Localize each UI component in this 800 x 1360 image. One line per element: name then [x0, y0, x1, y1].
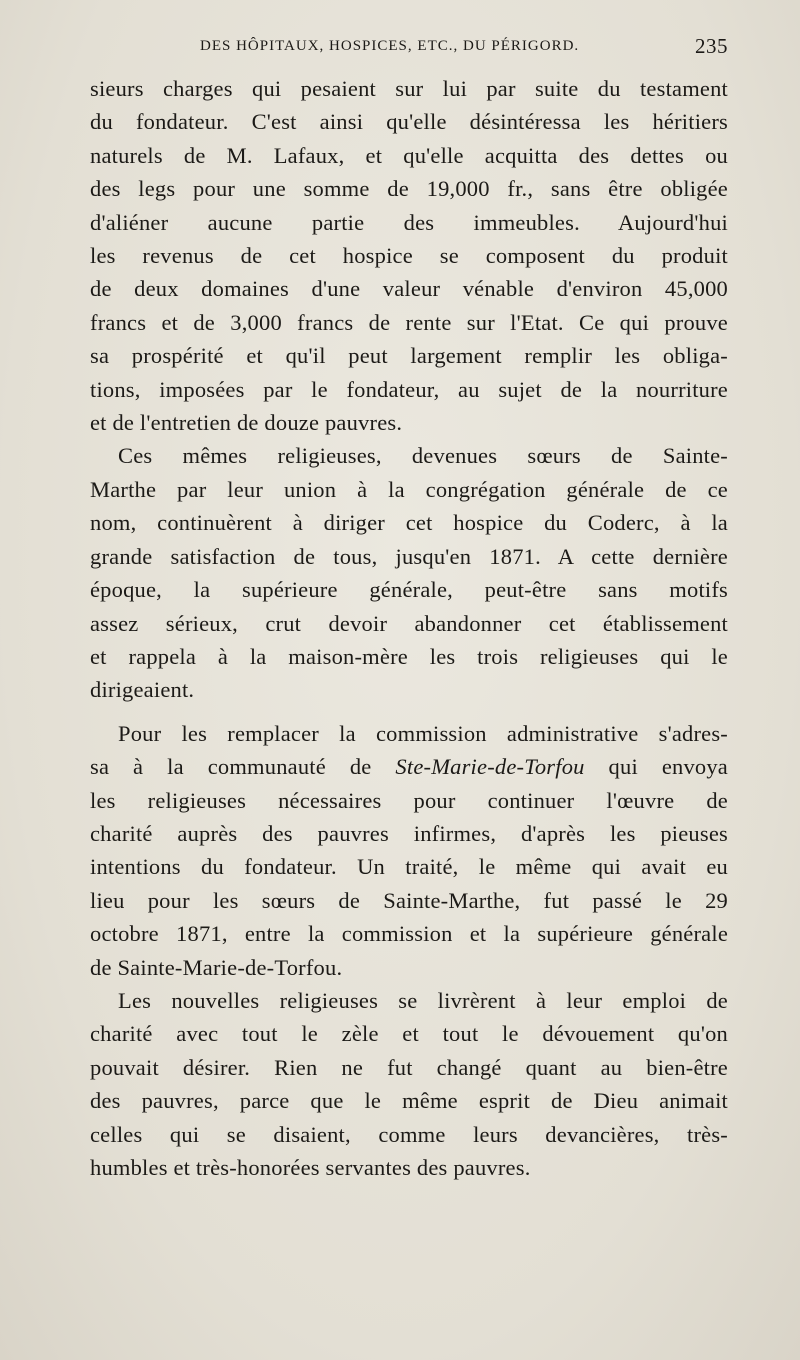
- text-line: charité avec tout le zèle et tout le dévouement qu'on: [90, 1021, 728, 1047]
- running-head: DES HÔPITAUX, HOSPICES, ETC., DU PÉRIGORD.: [200, 38, 580, 54]
- place-name: Ste-Marie-de-Torfou: [395, 754, 585, 780]
- text-line: les religieuses nécessaires pour continuer l'œuvre de: [90, 787, 728, 813]
- text-line: humbles et très-honorées servantes des pauvres.: [90, 1155, 531, 1180]
- text-line: les revenus de cet hospice se composent du produit: [90, 243, 728, 269]
- text-line: nom, continuèrent à diriger cet hospice du Coderc, à la: [90, 510, 728, 536]
- text-line: Marthe par leur union à la congrégation générale de ce: [90, 476, 728, 502]
- page-header: [200, 34, 730, 64]
- text-line: et de l'entretien de douze pauvres.: [90, 410, 403, 436]
- text-line: sieurs charges qui pesaient sur lui par suite du testament: [90, 76, 728, 101]
- text-line: charité auprès des pauvres infirmes, d'après les pieuses: [90, 820, 728, 846]
- text-line: du fondateur. C'est ainsi qu'elle désintéressa les héritiers: [90, 109, 728, 135]
- text-line: des legs pour une somme de 19,000 fr., sans être obligée: [90, 176, 728, 202]
- text-line: sa prospérité et qu'il peut largement remplir les obliga-: [90, 343, 728, 369]
- text-segment: qui envoya: [584, 754, 728, 780]
- text-line: grande satisfaction de tous, jusqu'en 1871. A cette dernière: [90, 543, 728, 569]
- text-line: d'aliéner aucune partie des immeubles. Aujourd'hui: [90, 209, 728, 235]
- text-line-with-place-name: [90, 750, 728, 783]
- text-line: francs et de 3,000 francs de rente sur l'Etat. Ce qui prouve: [90, 309, 728, 335]
- paragraph-4: [90, 984, 728, 1184]
- text-segment: sa à la communauté de: [90, 754, 396, 780]
- text-line: tions, imposées par le fondateur, au sujet de la nourriture: [90, 376, 728, 402]
- text-line: époque, la supérieure générale, peut-être sans motifs: [90, 577, 728, 603]
- text-line: et rappela à la maison-mère les trois religieuses qui le: [90, 643, 728, 669]
- text-line: assez sérieux, crut devoir abandonner cet établissement: [90, 610, 728, 636]
- paragraph-2: [90, 439, 728, 706]
- body-text: [90, 72, 728, 1184]
- page-number: 235: [695, 34, 728, 58]
- text-line: celles qui se disaient, comme leurs devancières, très-: [90, 1121, 728, 1147]
- text-line: Pour les remplacer la commission administrative s'adres-: [118, 720, 728, 746]
- text-line: naturels de M. Lafaux, et qu'elle acquitta des dettes ou: [90, 142, 728, 168]
- text-line: dirigeaient.: [90, 677, 195, 703]
- text-line: Ces mêmes religieuses, devenues sœurs de Sainte-: [118, 443, 728, 469]
- text-line: des pauvres, parce que le même esprit de Dieu animait: [90, 1088, 728, 1114]
- text-line: de deux domaines d'une valeur vénable d'environ 45,000: [90, 276, 728, 302]
- text-line: lieu pour les sœurs de Sainte-Marthe, fut passé le 29: [90, 887, 728, 913]
- text-line: octobre 1871, entre la commission et la supérieure générale: [90, 921, 728, 947]
- paragraph-1: [90, 72, 728, 439]
- text-line: de Sainte-Marie-de-Torfou.: [90, 954, 343, 980]
- paragraph-3: [90, 717, 728, 984]
- text-line: Les nouvelles religieuses se livrèrent à leur emploi de: [118, 987, 728, 1013]
- text-line: pouvait désirer. Rien ne fut changé quant au bien-être: [90, 1054, 728, 1080]
- text-line: intentions du fondateur. Un traité, le même qui avait eu: [90, 854, 728, 880]
